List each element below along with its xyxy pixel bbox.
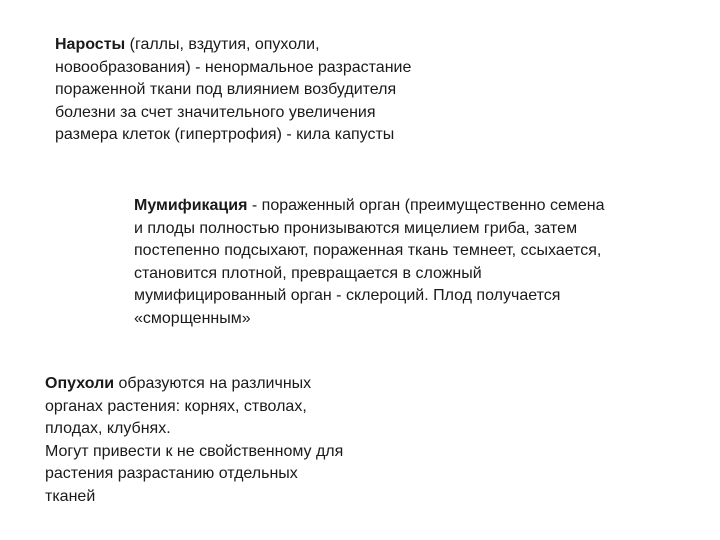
tumors-paragraph	[45, 373, 343, 509]
tumors-term: Опухоли	[45, 375, 115, 392]
mummification-line-1-text: - пораженный орган (преимущественно семена	[247, 197, 605, 214]
tumors-line-6: тканей	[45, 487, 96, 505]
tumors-line-1-text: образуются на различных	[114, 375, 312, 392]
outgrowths-line-1	[55, 34, 411, 57]
tumors-line-1	[45, 373, 343, 396]
mummification-line-1	[134, 195, 605, 218]
mummification-line-2: и плоды полностью пронизываются мицелием гриба, затем	[134, 219, 578, 237]
tumors-line-4: Могут привести к не свойственному для	[45, 442, 344, 460]
outgrowths-line-4: болезни за счет значительного увеличения	[55, 103, 376, 121]
tumors-line-3: плодах, клубнях.	[45, 420, 171, 438]
mummification-line-3: постепенно подсыхают, пораженная ткань темнеет, ссыхается,	[134, 242, 602, 260]
outgrowths-paragraph	[55, 34, 411, 147]
mummification-term: Мумификация	[134, 197, 248, 214]
outgrowths-line-1-text: (галлы, вздутия, опухоли,	[125, 36, 320, 53]
outgrowths-line-5: размера клеток (гипертрофия) - кила капусты	[55, 126, 395, 144]
mummification-line-5: мумифицированный орган - склероций. Плод получается	[134, 287, 561, 305]
mummification-line-4: становится плотной, превращается в сложный	[134, 264, 482, 282]
tumors-line-2: органах растения: корнях, стволах,	[45, 397, 307, 415]
outgrowths-line-3: пораженной ткани под влиянием возбудителя	[55, 81, 397, 99]
mummification-paragraph	[134, 195, 605, 331]
outgrowths-term: Наросты	[55, 36, 126, 53]
mummification-line-6: «сморщенным»	[134, 309, 251, 327]
outgrowths-line-2: новообразования) - ненормальное разрастание	[55, 58, 412, 76]
tumors-line-5: растения разрастанию отдельных	[45, 465, 298, 483]
